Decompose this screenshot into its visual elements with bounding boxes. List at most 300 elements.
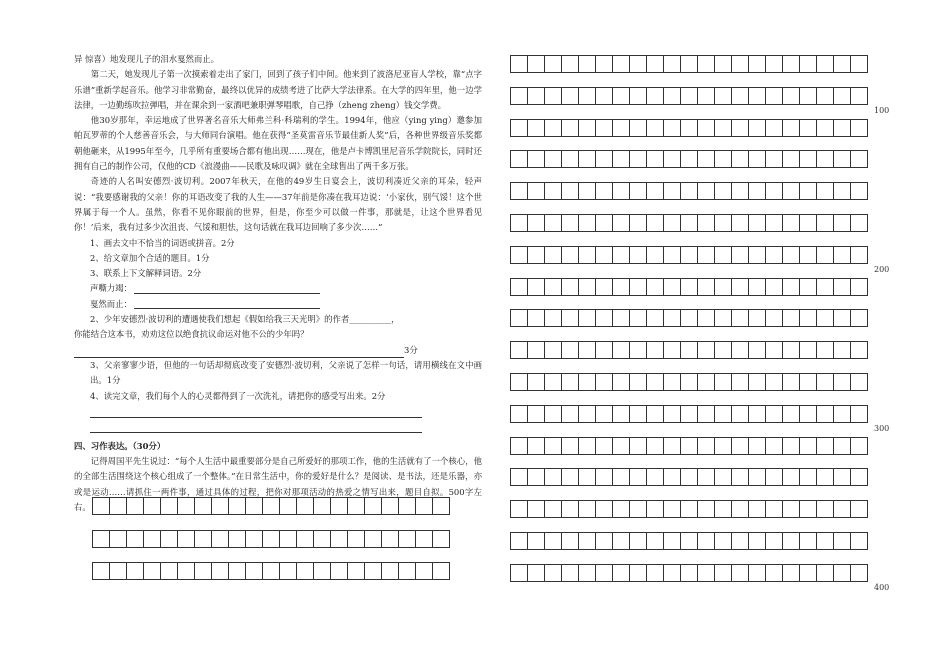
- grid-cell[interactable]: [715, 55, 732, 73]
- grid-cell[interactable]: [511, 437, 528, 455]
- grid-cell[interactable]: [229, 562, 246, 580]
- grid-cell[interactable]: [749, 341, 766, 359]
- grid-cell[interactable]: [817, 564, 834, 582]
- grid-cell[interactable]: [562, 309, 579, 327]
- grid-cell[interactable]: [511, 309, 528, 327]
- grid-cell[interactable]: [562, 150, 579, 168]
- grid-cell[interactable]: [579, 500, 596, 518]
- grid-cell[interactable]: [229, 530, 246, 548]
- grid-cell[interactable]: [596, 150, 613, 168]
- grid-cell[interactable]: [834, 309, 851, 327]
- grid-cell[interactable]: [681, 309, 698, 327]
- grid-cell[interactable]: [681, 500, 698, 518]
- grid-cell[interactable]: [511, 150, 528, 168]
- grid-cell[interactable]: [851, 437, 868, 455]
- grid-cell[interactable]: [579, 341, 596, 359]
- grid-cell[interactable]: [834, 214, 851, 232]
- grid-cell[interactable]: [698, 55, 715, 73]
- grid-cell[interactable]: [732, 309, 749, 327]
- grid-cell[interactable]: [698, 564, 715, 582]
- grid-cell[interactable]: [647, 55, 664, 73]
- grid-cell[interactable]: [579, 278, 596, 296]
- grid-cell[interactable]: [613, 150, 630, 168]
- grid-cell[interactable]: [399, 530, 416, 548]
- grid-cell[interactable]: [579, 373, 596, 391]
- grid-cell[interactable]: [834, 437, 851, 455]
- grid-cell[interactable]: [647, 182, 664, 200]
- grid-cell[interactable]: [749, 468, 766, 486]
- grid-cell[interactable]: [647, 468, 664, 486]
- grid-cell[interactable]: [732, 55, 749, 73]
- grid-cell[interactable]: [783, 119, 800, 137]
- grid-cell[interactable]: [732, 214, 749, 232]
- grid-cell[interactable]: [698, 182, 715, 200]
- grid-cell[interactable]: [800, 437, 817, 455]
- grid-cell[interactable]: [817, 500, 834, 518]
- grid-cell[interactable]: [766, 214, 783, 232]
- grid-cell[interactable]: [766, 468, 783, 486]
- grid-cell[interactable]: [834, 150, 851, 168]
- grid-cell[interactable]: [562, 373, 579, 391]
- grid-cell[interactable]: [562, 405, 579, 423]
- grid-cell[interactable]: [851, 468, 868, 486]
- grid-cell[interactable]: [416, 530, 433, 548]
- grid-cell[interactable]: [246, 497, 263, 515]
- grid-cell[interactable]: [817, 214, 834, 232]
- grid-cell[interactable]: [698, 532, 715, 550]
- grid-cell[interactable]: [596, 564, 613, 582]
- grid-cell[interactable]: [698, 150, 715, 168]
- grid-cell[interactable]: [664, 341, 681, 359]
- grid-cell[interactable]: [528, 182, 545, 200]
- grid-cell[interactable]: [817, 119, 834, 137]
- grid-cell[interactable]: [596, 468, 613, 486]
- grid-cell[interactable]: [783, 87, 800, 105]
- grid-cell[interactable]: [851, 341, 868, 359]
- grid-cell[interactable]: [783, 437, 800, 455]
- grid-cell[interactable]: [545, 468, 562, 486]
- grid-cell[interactable]: [596, 182, 613, 200]
- grid-cell[interactable]: [528, 214, 545, 232]
- grid-cell[interactable]: [698, 214, 715, 232]
- grid-cell[interactable]: [562, 55, 579, 73]
- grid-cell[interactable]: [834, 468, 851, 486]
- grid-cell[interactable]: [433, 530, 450, 548]
- grid-cell[interactable]: [681, 468, 698, 486]
- grid-cell[interactable]: [664, 532, 681, 550]
- grid-cell[interactable]: [851, 500, 868, 518]
- grid-cell[interactable]: [851, 214, 868, 232]
- grid-cell[interactable]: [647, 87, 664, 105]
- grid-cell[interactable]: [161, 562, 178, 580]
- grid-cell[interactable]: [834, 278, 851, 296]
- grid-cell[interactable]: [851, 119, 868, 137]
- grid-cell[interactable]: [331, 530, 348, 548]
- grid-cell[interactable]: [732, 87, 749, 105]
- grid-cell[interactable]: [127, 530, 144, 548]
- grid-cell[interactable]: [664, 278, 681, 296]
- grid-cell[interactable]: [698, 373, 715, 391]
- grid-cell[interactable]: [715, 182, 732, 200]
- grid-cell[interactable]: [783, 373, 800, 391]
- grid-cell[interactable]: [562, 437, 579, 455]
- grid-cell[interactable]: [715, 437, 732, 455]
- grid-cell[interactable]: [817, 87, 834, 105]
- grid-cell[interactable]: [365, 530, 382, 548]
- grid-cell[interactable]: [800, 214, 817, 232]
- grid-cell[interactable]: [579, 150, 596, 168]
- grid-cell[interactable]: [851, 309, 868, 327]
- grid-cell[interactable]: [562, 500, 579, 518]
- grid-cell[interactable]: [416, 562, 433, 580]
- grid-cell[interactable]: [647, 246, 664, 264]
- grid-cell[interactable]: [630, 214, 647, 232]
- grid-cell[interactable]: [800, 278, 817, 296]
- grid-cell[interactable]: [715, 532, 732, 550]
- grid-cell[interactable]: [664, 55, 681, 73]
- grid-cell[interactable]: [579, 532, 596, 550]
- grid-cell[interactable]: [382, 530, 399, 548]
- grid-cell[interactable]: [698, 437, 715, 455]
- grid-cell[interactable]: [766, 87, 783, 105]
- grid-cell[interactable]: [545, 278, 562, 296]
- grid-cell[interactable]: [800, 373, 817, 391]
- grid-cell[interactable]: [698, 405, 715, 423]
- grid-cell[interactable]: [732, 373, 749, 391]
- grid-cell[interactable]: [596, 405, 613, 423]
- grid-cell[interactable]: [817, 150, 834, 168]
- grid-cell[interactable]: [331, 497, 348, 515]
- grid-cell[interactable]: [681, 246, 698, 264]
- grid-cell[interactable]: [664, 500, 681, 518]
- grid-cell[interactable]: [613, 341, 630, 359]
- grid-cell[interactable]: [545, 500, 562, 518]
- grid-cell[interactable]: [93, 530, 110, 548]
- grid-cell[interactable]: [766, 55, 783, 73]
- grid-cell[interactable]: [630, 246, 647, 264]
- grid-cell[interactable]: [596, 437, 613, 455]
- grid-cell[interactable]: [766, 278, 783, 296]
- grid-cell[interactable]: [511, 55, 528, 73]
- grid-cell[interactable]: [647, 119, 664, 137]
- grid-cell[interactable]: [630, 309, 647, 327]
- grid-cell[interactable]: [630, 87, 647, 105]
- grid-cell[interactable]: [528, 341, 545, 359]
- grid-cell[interactable]: [416, 497, 433, 515]
- grid-cell[interactable]: [161, 497, 178, 515]
- grid-cell[interactable]: [834, 119, 851, 137]
- grid-cell[interactable]: [596, 341, 613, 359]
- grid-cell[interactable]: [127, 497, 144, 515]
- grid-cell[interactable]: [698, 309, 715, 327]
- grid-cell[interactable]: [161, 530, 178, 548]
- grid-cell[interactable]: [749, 532, 766, 550]
- grid-cell[interactable]: [834, 246, 851, 264]
- grid-cell[interactable]: [647, 564, 664, 582]
- grid-cell[interactable]: [528, 532, 545, 550]
- grid-cell[interactable]: [715, 119, 732, 137]
- grid-cell[interactable]: [110, 530, 127, 548]
- grid-cell[interactable]: [93, 497, 110, 515]
- grid-cell[interactable]: [647, 532, 664, 550]
- grid-cell[interactable]: [579, 214, 596, 232]
- grid-cell[interactable]: [613, 309, 630, 327]
- grid-cell[interactable]: [732, 405, 749, 423]
- grid-cell[interactable]: [562, 87, 579, 105]
- grid-cell[interactable]: [365, 562, 382, 580]
- grid-cell[interactable]: [766, 500, 783, 518]
- grid-cell[interactable]: [263, 562, 280, 580]
- grid-cell[interactable]: [630, 341, 647, 359]
- grid-cell[interactable]: [783, 405, 800, 423]
- grid-cell[interactable]: [630, 278, 647, 296]
- grid-cell[interactable]: [613, 532, 630, 550]
- grid-cell[interactable]: [511, 341, 528, 359]
- grid-cell[interactable]: [178, 562, 195, 580]
- grid-cell[interactable]: [195, 530, 212, 548]
- grid-cell[interactable]: [562, 214, 579, 232]
- grid-cell[interactable]: [715, 564, 732, 582]
- grid-cell[interactable]: [178, 530, 195, 548]
- grid-cell[interactable]: [783, 214, 800, 232]
- grid-cell[interactable]: [800, 246, 817, 264]
- grid-cell[interactable]: [817, 55, 834, 73]
- grid-cell[interactable]: [511, 246, 528, 264]
- grid-cell[interactable]: [800, 55, 817, 73]
- grid-cell[interactable]: [528, 564, 545, 582]
- grid-cell[interactable]: [851, 532, 868, 550]
- grid-cell[interactable]: [732, 246, 749, 264]
- grid-cell[interactable]: [280, 497, 297, 515]
- grid-cell[interactable]: [144, 497, 161, 515]
- grid-cell[interactable]: [562, 564, 579, 582]
- grid-cell[interactable]: [562, 341, 579, 359]
- grid-cell[interactable]: [749, 182, 766, 200]
- grid-cell[interactable]: [630, 468, 647, 486]
- grid-cell[interactable]: [851, 246, 868, 264]
- grid-cell[interactable]: [817, 182, 834, 200]
- grid-cell[interactable]: [545, 55, 562, 73]
- grid-cell[interactable]: [783, 150, 800, 168]
- grid-cell[interactable]: [800, 564, 817, 582]
- grid-cell[interactable]: [766, 373, 783, 391]
- grid-cell[interactable]: [834, 55, 851, 73]
- grid-cell[interactable]: [433, 562, 450, 580]
- grid-cell[interactable]: [851, 564, 868, 582]
- grid-cell[interactable]: [528, 150, 545, 168]
- grid-cell[interactable]: [783, 564, 800, 582]
- grid-cell[interactable]: [562, 468, 579, 486]
- grid-cell[interactable]: [715, 309, 732, 327]
- grid-cell[interactable]: [511, 564, 528, 582]
- grid-cell[interactable]: [596, 246, 613, 264]
- answer-line[interactable]: [134, 299, 320, 309]
- grid-cell[interactable]: [579, 246, 596, 264]
- grid-cell[interactable]: [195, 562, 212, 580]
- grid-cell[interactable]: [647, 214, 664, 232]
- grid-cell[interactable]: [511, 182, 528, 200]
- grid-cell[interactable]: [365, 497, 382, 515]
- grid-cell[interactable]: [732, 532, 749, 550]
- grid-cell[interactable]: [749, 373, 766, 391]
- grid-cell[interactable]: [664, 405, 681, 423]
- grid-cell[interactable]: [545, 150, 562, 168]
- grid-cell[interactable]: [528, 437, 545, 455]
- grid-cell[interactable]: [212, 530, 229, 548]
- grid-cell[interactable]: [246, 530, 263, 548]
- grid-cell[interactable]: [613, 468, 630, 486]
- grid-cell[interactable]: [681, 437, 698, 455]
- grid-cell[interactable]: [817, 278, 834, 296]
- grid-cell[interactable]: [562, 278, 579, 296]
- grid-cell[interactable]: [528, 500, 545, 518]
- grid-cell[interactable]: [783, 246, 800, 264]
- grid-cell[interactable]: [630, 437, 647, 455]
- grid-cell[interactable]: [545, 87, 562, 105]
- grid-cell[interactable]: [596, 214, 613, 232]
- grid-cell[interactable]: [613, 564, 630, 582]
- grid-cell[interactable]: [664, 437, 681, 455]
- grid-cell[interactable]: [715, 150, 732, 168]
- grid-cell[interactable]: [630, 532, 647, 550]
- grid-cell[interactable]: [545, 182, 562, 200]
- grid-cell[interactable]: [749, 214, 766, 232]
- grid-cell[interactable]: [766, 532, 783, 550]
- grid-cell[interactable]: [562, 119, 579, 137]
- grid-cell[interactable]: [528, 119, 545, 137]
- grid-cell[interactable]: [348, 497, 365, 515]
- grid-cell[interactable]: [630, 373, 647, 391]
- grid-cell[interactable]: [749, 150, 766, 168]
- grid-cell[interactable]: [511, 532, 528, 550]
- grid-cell[interactable]: [579, 119, 596, 137]
- grid-cell[interactable]: [613, 214, 630, 232]
- grid-cell[interactable]: [630, 564, 647, 582]
- grid-cell[interactable]: [817, 341, 834, 359]
- grid-cell[interactable]: [613, 278, 630, 296]
- grid-cell[interactable]: [433, 497, 450, 515]
- grid-cell[interactable]: [817, 373, 834, 391]
- grid-cell[interactable]: [511, 373, 528, 391]
- grid-cell[interactable]: [732, 341, 749, 359]
- answer-line[interactable]: [90, 407, 422, 418]
- grid-cell[interactable]: [630, 500, 647, 518]
- grid-cell[interactable]: [664, 468, 681, 486]
- grid-cell[interactable]: [749, 437, 766, 455]
- grid-cell[interactable]: [732, 437, 749, 455]
- grid-cell[interactable]: [545, 437, 562, 455]
- grid-cell[interactable]: [528, 87, 545, 105]
- grid-cell[interactable]: [647, 405, 664, 423]
- grid-cell[interactable]: [681, 373, 698, 391]
- grid-cell[interactable]: [664, 373, 681, 391]
- grid-cell[interactable]: [647, 437, 664, 455]
- grid-cell[interactable]: [749, 564, 766, 582]
- grid-cell[interactable]: [399, 497, 416, 515]
- grid-cell[interactable]: [749, 119, 766, 137]
- grid-cell[interactable]: [681, 214, 698, 232]
- grid-cell[interactable]: [562, 182, 579, 200]
- grid-cell[interactable]: [766, 564, 783, 582]
- grid-cell[interactable]: [246, 562, 263, 580]
- grid-cell[interactable]: [613, 119, 630, 137]
- grid-cell[interactable]: [280, 562, 297, 580]
- grid-cell[interactable]: [314, 497, 331, 515]
- grid-cell[interactable]: [511, 278, 528, 296]
- grid-cell[interactable]: [681, 55, 698, 73]
- grid-cell[interactable]: [511, 500, 528, 518]
- grid-cell[interactable]: [715, 246, 732, 264]
- grid-cell[interactable]: [664, 119, 681, 137]
- grid-cell[interactable]: [851, 373, 868, 391]
- grid-cell[interactable]: [280, 530, 297, 548]
- grid-cell[interactable]: [783, 55, 800, 73]
- grid-cell[interactable]: [613, 405, 630, 423]
- grid-cell[interactable]: [110, 562, 127, 580]
- grid-cell[interactable]: [766, 437, 783, 455]
- grid-cell[interactable]: [613, 87, 630, 105]
- grid-cell[interactable]: [681, 87, 698, 105]
- grid-cell[interactable]: [630, 150, 647, 168]
- grid-cell[interactable]: [331, 562, 348, 580]
- grid-cell[interactable]: [579, 87, 596, 105]
- answer-line[interactable]: [90, 422, 422, 433]
- grid-cell[interactable]: [647, 373, 664, 391]
- grid-cell[interactable]: [297, 562, 314, 580]
- grid-cell[interactable]: [732, 182, 749, 200]
- grid-cell[interactable]: [766, 341, 783, 359]
- grid-cell[interactable]: [110, 497, 127, 515]
- grid-cell[interactable]: [596, 500, 613, 518]
- grid-cell[interactable]: [579, 437, 596, 455]
- grid-cell[interactable]: [817, 309, 834, 327]
- grid-cell[interactable]: [229, 497, 246, 515]
- grid-cell[interactable]: [681, 341, 698, 359]
- grid-cell[interactable]: [715, 278, 732, 296]
- grid-cell[interactable]: [545, 532, 562, 550]
- grid-cell[interactable]: [681, 182, 698, 200]
- grid-cell[interactable]: [613, 437, 630, 455]
- grid-cell[interactable]: [314, 530, 331, 548]
- grid-cell[interactable]: [613, 373, 630, 391]
- grid-cell[interactable]: [715, 214, 732, 232]
- grid-cell[interactable]: [528, 468, 545, 486]
- grid-cell[interactable]: [766, 405, 783, 423]
- grid-cell[interactable]: [528, 309, 545, 327]
- grid-cell[interactable]: [348, 562, 365, 580]
- grid-cell[interactable]: [817, 246, 834, 264]
- grid-cell[interactable]: [749, 87, 766, 105]
- grid-cell[interactable]: [834, 341, 851, 359]
- grid-cell[interactable]: [681, 119, 698, 137]
- grid-cell[interactable]: [562, 246, 579, 264]
- grid-cell[interactable]: [647, 500, 664, 518]
- grid-cell[interactable]: [732, 500, 749, 518]
- grid-cell[interactable]: [817, 468, 834, 486]
- grid-cell[interactable]: [817, 437, 834, 455]
- grid-cell[interactable]: [596, 119, 613, 137]
- grid-cell[interactable]: [834, 373, 851, 391]
- grid-cell[interactable]: [664, 309, 681, 327]
- grid-cell[interactable]: [834, 87, 851, 105]
- grid-cell[interactable]: [528, 278, 545, 296]
- grid-cell[interactable]: [664, 246, 681, 264]
- grid-cell[interactable]: [749, 500, 766, 518]
- grid-cell[interactable]: [834, 500, 851, 518]
- grid-cell[interactable]: [647, 341, 664, 359]
- grid-cell[interactable]: [783, 532, 800, 550]
- grid-cell[interactable]: [715, 500, 732, 518]
